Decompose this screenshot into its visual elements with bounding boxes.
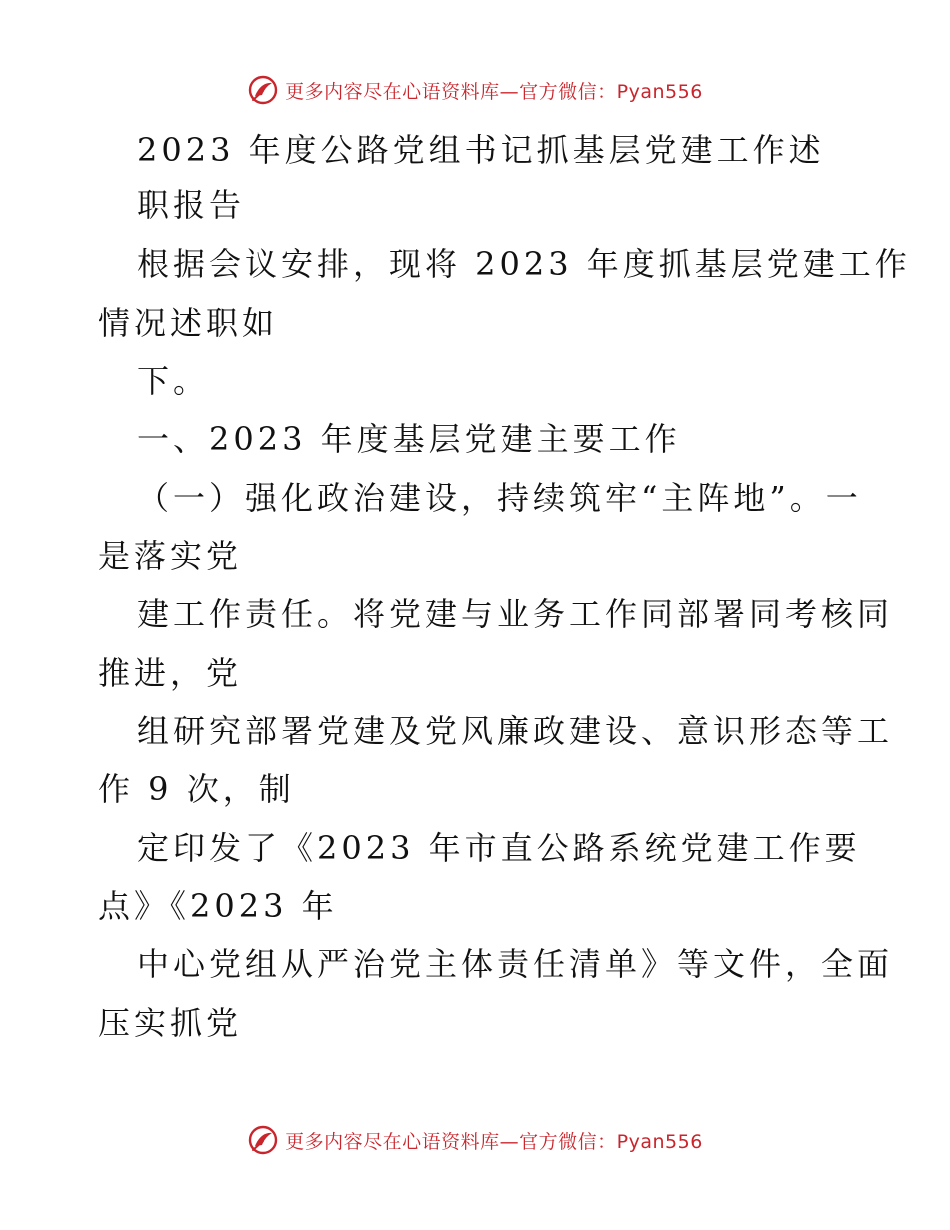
logo-icon <box>247 74 279 106</box>
paragraph-line: 定印发了《2023 年市直公路系统党建工作要 <box>137 829 861 867</box>
logo-icon <box>247 1124 279 1156</box>
paragraph-line: 建工作责任。将党建与业务工作同部署同考核同 <box>137 595 894 633</box>
paragraph-line: 压实抓党 <box>98 1004 243 1042</box>
title-line: 2023 年度公路党组书记抓基层党建工作述 <box>137 131 825 169</box>
paragraph-line: 下。 <box>137 362 210 400</box>
paragraph-line: 中心党组从严治党主体责任清单》等文件，全面 <box>137 945 894 983</box>
title-line: 职报告 <box>137 186 246 224</box>
paragraph-line: （一）强化政治建设，持续筑牢“主阵地”。一 <box>137 479 862 517</box>
section-heading: 一、2023 年度基层党建主要工作 <box>137 420 681 458</box>
paragraph-line: 根据会议安排，现将 2023 年度抓基层党建工作 <box>137 245 911 283</box>
paragraph-line: 作 9 次，制 <box>98 770 295 808</box>
paragraph-line: 推进，党 <box>98 654 243 692</box>
header-watermark <box>0 70 950 110</box>
paragraph-line: 情况述职如 <box>98 304 279 342</box>
paragraph-line: 点》《2023 年 <box>98 887 338 925</box>
watermark-text: 更多内容尽在心语资料库—官方微信：Pyan556 <box>285 1130 703 1153</box>
footer-watermark <box>0 1120 950 1160</box>
paragraph-line: 是落实党 <box>98 537 243 575</box>
watermark-text: 更多内容尽在心语资料库—官方微信：Pyan556 <box>285 80 703 103</box>
paragraph-line: 组研究部署党建及党风廉政建设、意识形态等工 <box>137 712 894 750</box>
